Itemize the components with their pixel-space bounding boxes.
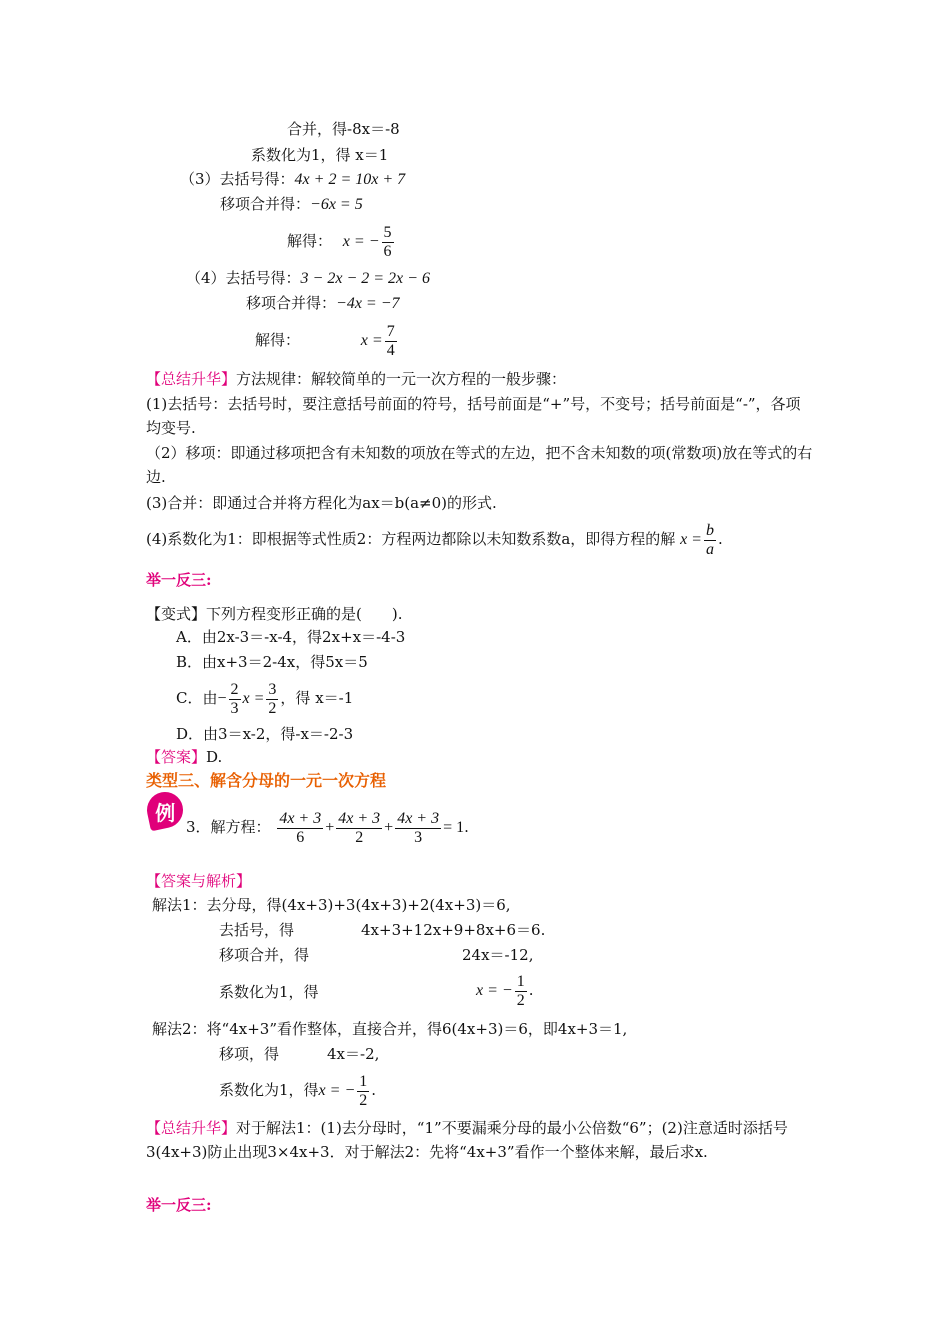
summary-1-step-4-fraction: $\frac{b}{a}$ [705,521,714,558]
summary-1-step-4-end: . [717,530,723,548]
method-2-line-3-label: 系数化为1，得 [219,1081,319,1099]
variant-answer-text: D. [206,748,223,766]
summary-1-step-4-lhs: x = [680,531,702,548]
method-1-line-4-fraction: $\frac{1}{2}$ [516,972,525,1009]
method-1-line-2-eq: 4x+3+12x+9+8x+6＝6. [361,921,546,939]
method-1-line-3-eq: 24x＝-12, [462,946,534,964]
method-2-line-2-eq: 4x＝-2, [327,1045,380,1063]
problem-3-solution-label: 解得： [287,232,333,250]
problem-4-solution-fraction: $\frac{7}{4}$ [386,322,395,359]
problem-3-solution [287,221,396,262]
problem-4-expand-eq: 3 − 2x − 2 = 2x − 6 [300,270,430,287]
problem-3-expand-eq: 4x + 2 = 10x + 7 [294,171,406,188]
problem-4-move-eq: −4x = −7 [336,295,400,312]
summary-1-intro-text: 方法规律：解较简单的一元一次方程的一般步骤： [236,370,567,388]
variant-answer [146,747,222,767]
problem-3-move-label: 移项合并得： [220,195,311,213]
summary-1-step-2: （2）移项：即通过移项把含有未知数的项放在等式的左边，把不含未知数的项(常数项)放在等式的右边. [146,444,813,486]
variant-option-c-fraction-1: $\frac{2}{3}$ [230,680,239,717]
problem-4-move-label: 移项合并得： [246,294,337,312]
variant-option-b: B．由x+3＝2-4x，得5x＝5 [176,653,368,671]
example-badge-icon: 例 [144,789,187,832]
example-3-fraction-1: $\frac{4x + 3}{6}$ [279,809,322,846]
summary-1-step-4-text: (4)系数化为1：即根据等式性质2：方程两边都除以未知数系数a，即得方程的解 [146,530,676,548]
method-1-line-1: 解法1：去分母，得(4x+3)+3(4x+3)+2(4x+3)＝6, [152,896,511,914]
solution-tag: 【答案与解析】 [146,872,252,890]
summary-1-step-1: (1)去括号：去括号时，要注意括号前面的符号，括号前面是“+”号，不变号；括号前面是“-”，各项均变号. [146,395,801,437]
minus-sign: − [217,690,227,707]
plus-sign-1: + [325,819,335,836]
method-2-line-3 [219,1070,376,1111]
summary-1-step-3: (3)合并：即通过合并将方程化为ax＝b(a≠0)的形式. [146,494,497,512]
summary-2-text: 对于解法1：(1)去分母时，“1”不要漏乘分母的最小公倍数“6”；(2)注意适时添括号3(4x+3)防止出现3×4x+3．对于解法2：先将“4x+3”看作一个整体来解，最后求x. [146,1119,788,1161]
example-3-fraction-2: $\frac{4x + 3}{2}$ [338,809,381,846]
method-2-line-2-label: 移项，得 [219,1045,280,1063]
method-1-line-4-lhs: x = − [476,982,513,999]
variant-tag: 【变式】 [146,605,207,623]
method-2-line-3-end: . [371,1081,377,1099]
example-3-problem [186,805,469,850]
problem-3-solution-fraction: $\frac{5}{6}$ [383,223,392,260]
problem-4-solution [255,320,399,361]
method-1-line-2-label: 去括号，得 [219,921,295,939]
variant-option-c-mid: x = [242,690,265,707]
example-3-rhs: = 1 [443,819,465,836]
variant-question [146,604,403,624]
summary-1-intro [146,369,566,389]
variant-option-d: D．由3＝x-2，得-x＝-2-3 [176,725,354,743]
practice-heading-2: 举一反三: [146,1196,212,1214]
method-2-line-3-fraction: $\frac{1}{2}$ [359,1072,368,1109]
example-3-fraction-3: $\frac{4x + 3}{3}$ [397,809,440,846]
plus-sign-2: + [384,819,394,836]
variant-option-a: A．由2x-3＝-x-4，得2x+x＝-4-3 [176,628,406,646]
variant-option-c [176,678,353,719]
summary-1-step-4 [146,519,723,560]
problem-3-expand [180,169,405,190]
variant-question-text: 下列方程变形正确的是( ). [206,605,403,623]
step-coefficient: 系数化为1，得 x＝1 [251,146,389,164]
practice-heading-1: 举一反三: [146,571,212,589]
step-combine: 合并，得-8x＝-8 [287,120,400,138]
summary-2 [146,1116,814,1164]
problem-3-expand-label: （3）去括号得： [180,170,295,188]
summary-2-tag: 【总结升华】 [146,1119,237,1137]
method-1-line-3-label: 移项合并，得 [219,946,310,964]
example-3-end: . [464,818,469,836]
summary-1-tag: 【总结升华】 [146,370,237,388]
problem-4-expand-label: （4）去括号得： [186,269,301,287]
problem-3-move [220,194,363,215]
variant-option-c-fraction-2: $\frac{3}{2}$ [268,680,277,717]
variant-option-c-pre: C．由 [176,689,218,707]
problem-3-solution-lhs: x = − [342,233,380,250]
problem-4-solution-lhs: x = [360,332,383,349]
problem-4-move [246,293,400,314]
problem-4-expand [186,268,430,289]
method-2-line-1: 解法2：将“4x+3”看作整体，直接合并，得6(4x+3)＝6，即4x+3＝1, [152,1020,628,1038]
problem-4-solution-label: 解得： [255,331,301,349]
problem-3-move-eq: −6x = 5 [310,196,363,213]
section-title-type-3: 类型三、解含分母的一元一次方程 [146,771,387,790]
example-3-label: 3．解方程： [186,818,271,836]
method-1-line-4-label: 系数化为1，得 [219,983,319,1001]
variant-answer-tag: 【答案】 [146,748,207,766]
variant-option-c-post: ，得 x＝-1 [280,689,354,707]
method-2-line-3-lhs: x = − [318,1082,356,1099]
method-1-line-4-eq [476,970,533,1011]
method-1-line-4-end: . [528,981,534,999]
